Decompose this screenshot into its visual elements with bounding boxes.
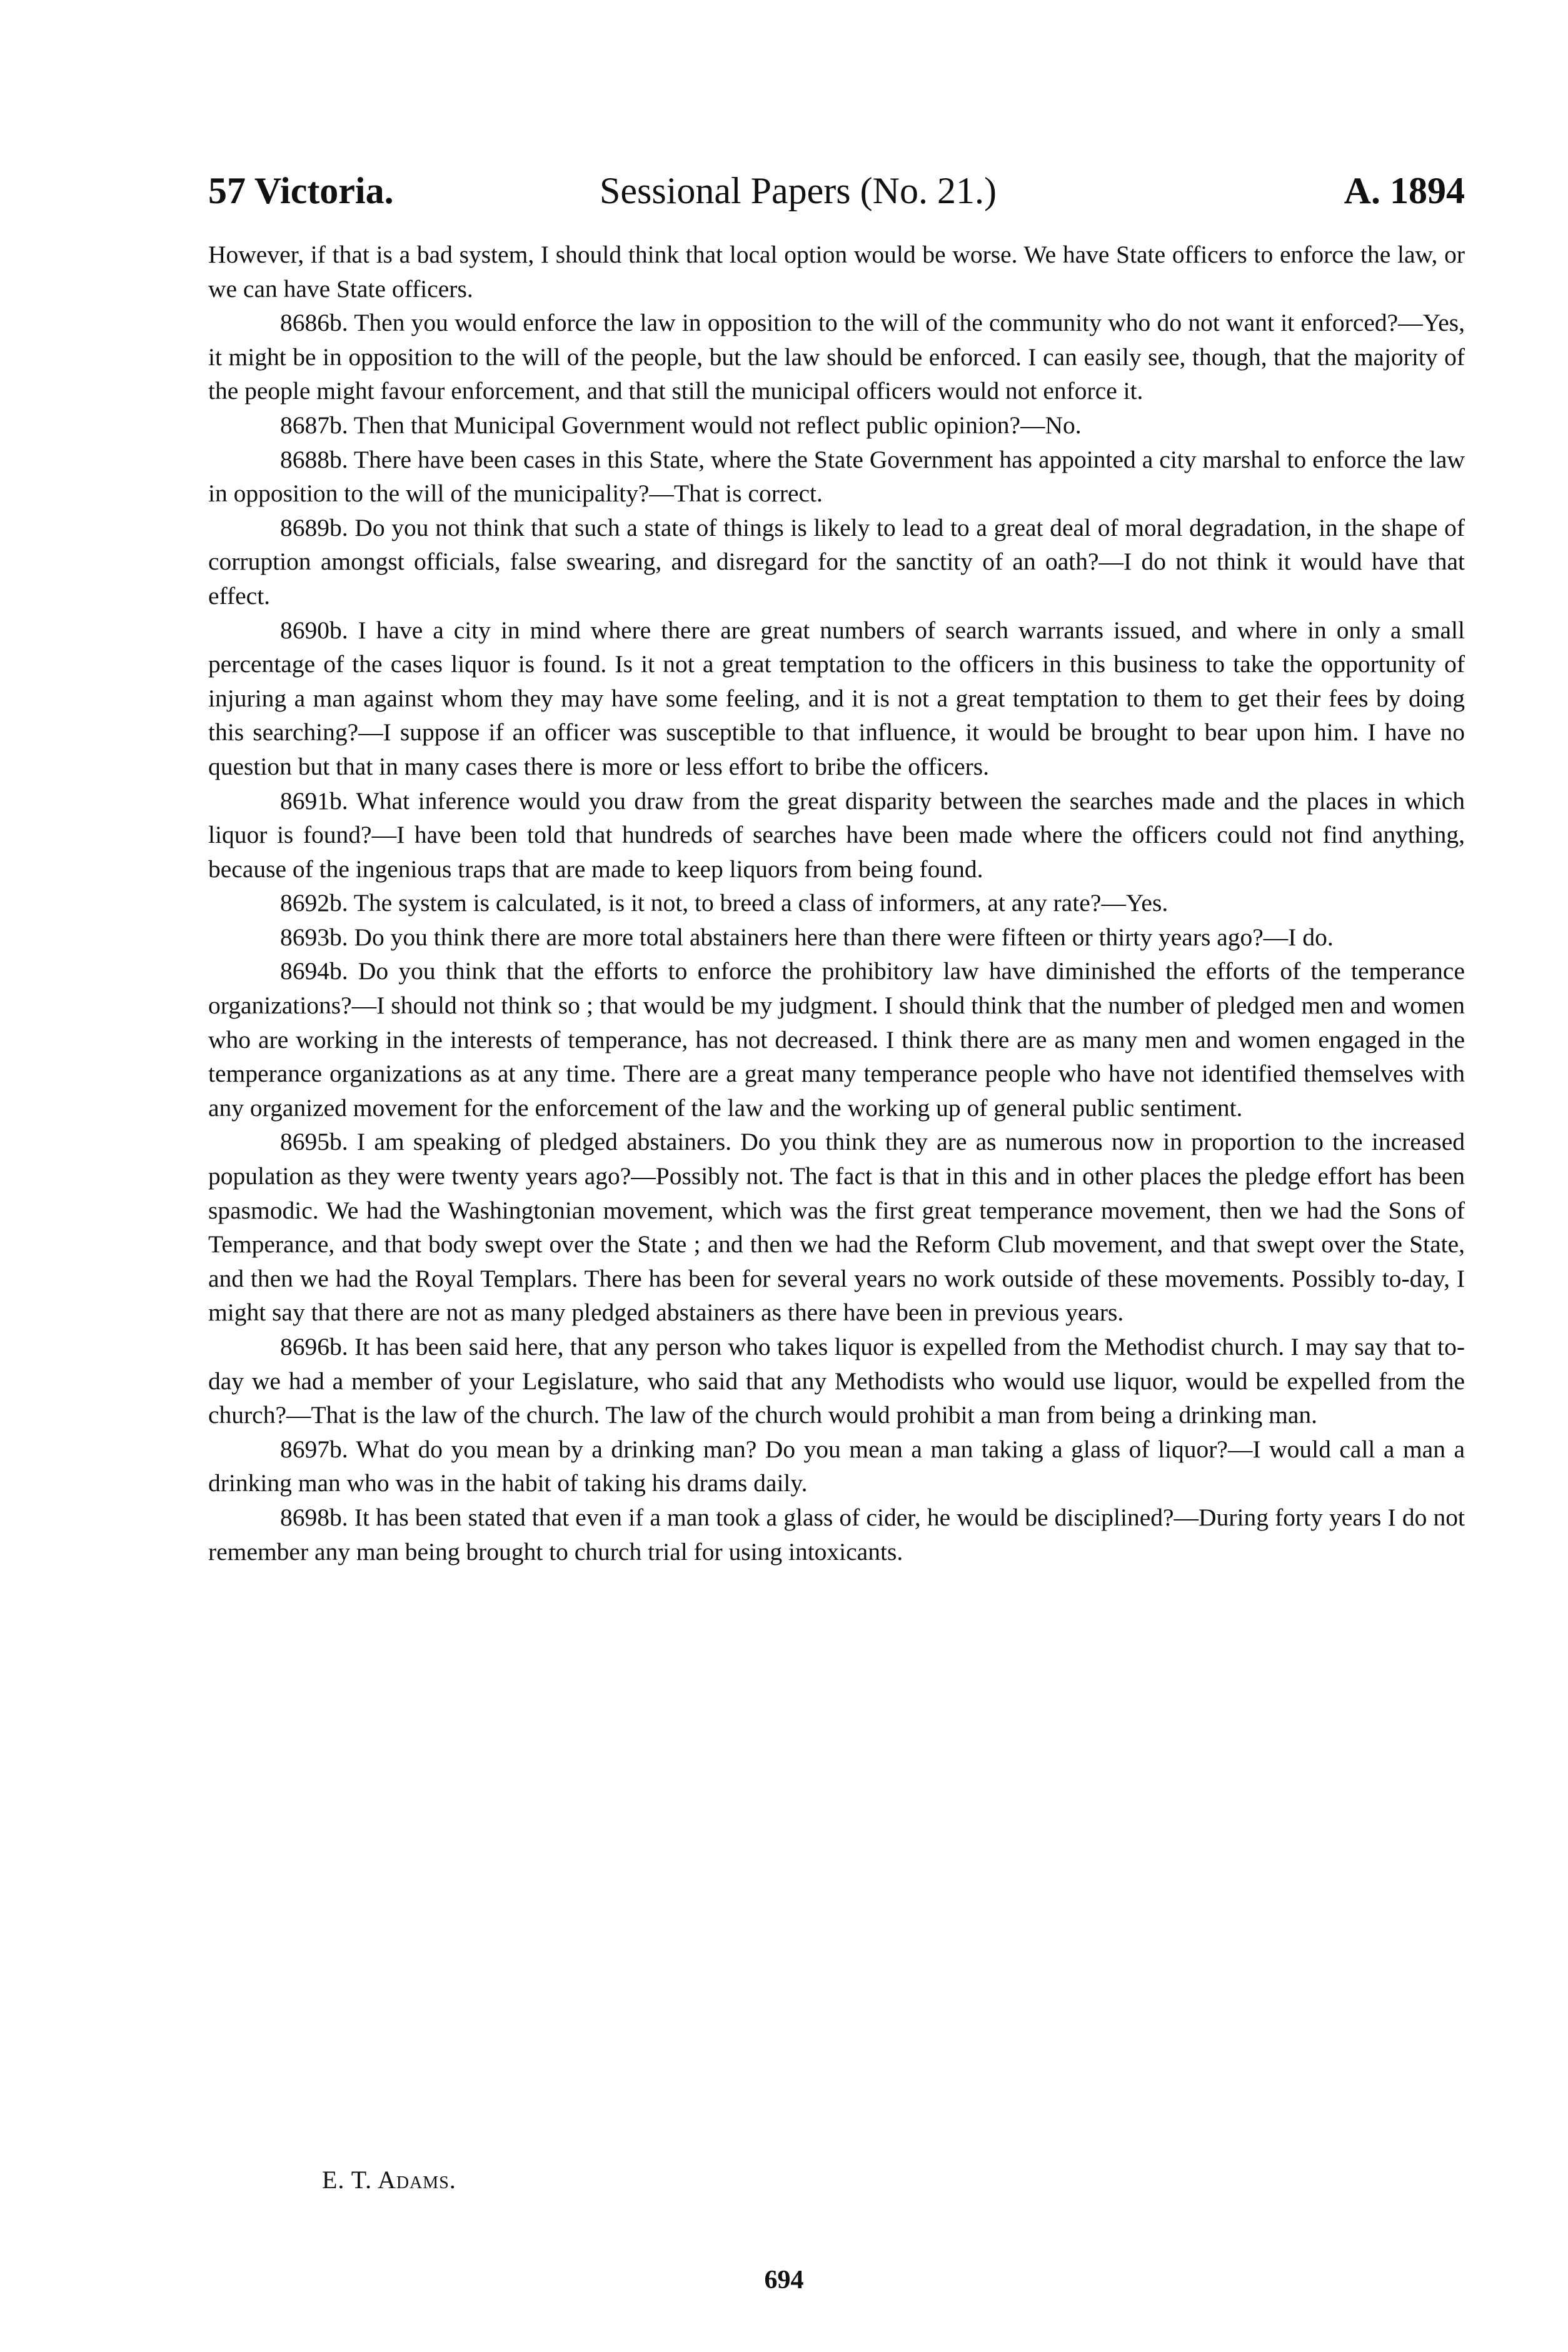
witness-signature xyxy=(322,2163,456,2197)
question-number: 8689b. xyxy=(280,513,348,541)
question-paragraph xyxy=(208,613,1465,784)
paragraph-text: Do you think there are more total abstainers here than there were fifteen or thirty years ago?—I do. xyxy=(348,923,1334,951)
paragraph-text: What do you mean by a drinking man? Do you mean a man taking a glass of liquor?—I would call a man a drinking man who was in the habit of taking his drams daily. xyxy=(208,1435,1465,1497)
paragraph-text: The system is calculated, is it not, to breed a class of informers, at any rate?—Yes. xyxy=(348,889,1168,917)
paragraph-text: Then that Municipal Government would not reflect public opinion?—No. xyxy=(348,411,1082,439)
paragraph-text: Do you not think that such a state of things is likely to lead to a great deal of moral degradation, in the shape of corruption amongst officials, false swearing, and disregard for the sanctity of an oath?—I do not think it would have that effect. xyxy=(208,513,1465,610)
question-number: 8688b. xyxy=(280,445,348,473)
question-paragraph xyxy=(208,408,1465,443)
question-number: 8690b. xyxy=(280,616,348,644)
paragraph xyxy=(208,238,1465,306)
paragraph-text: What inference would you draw from the great disparity between the searches made and the places in which liquor is found?—I have been told that hundreds of searches have been made where the officers could not find anything, because of the ingenious traps that are made to keep liquors from being found. xyxy=(208,787,1465,883)
question-number: 8697b. xyxy=(280,1435,348,1463)
question-paragraph xyxy=(208,920,1465,955)
question-paragraph xyxy=(208,1432,1465,1500)
testimony-body xyxy=(208,238,1465,1569)
question-paragraph xyxy=(208,954,1465,1125)
question-paragraph xyxy=(208,784,1465,887)
document-title: Sessional Papers (No. 21.) xyxy=(600,170,997,211)
running-header xyxy=(208,166,1465,216)
session-label: 57 Victoria. xyxy=(208,170,394,211)
question-number: 8696b. xyxy=(280,1333,348,1360)
question-paragraph xyxy=(208,1125,1465,1330)
paragraph-text: Then you would enforce the law in opposition to the will of the community who do not want it enforced?—Yes, it might be in opposition to the will of the people, but the law should be enforced. I can easily see, though, that the majority of the people might favour enforcement, and that still the municipal officers would not enforce it. xyxy=(208,309,1465,405)
question-paragraph xyxy=(208,886,1465,920)
question-number: 8686b. xyxy=(280,309,348,337)
question-number: 8694b. xyxy=(280,957,348,985)
witness-name: E. T. Adams. xyxy=(322,2166,456,2194)
paragraph-text: I am speaking of pledged abstainers. Do you think they are as numerous now in proportion to the increased population as they were twenty years ago?—Possibly not. The fact is that in this and in other places the pledge effort has been spasmodic. We had the Washingtonian movement, which was the first great temperance movement, then we had the Sons of Temperance, and that body swept over the State ; and then we had the Reform Club movement, and that swept over the State, and then we had the Royal Templars. There has been for several years no work outside of these movements. Possibly to-day, I might say that there are not as many pledged abstainers as there have been in previous years. xyxy=(208,1128,1465,1327)
question-number: 8692b. xyxy=(280,889,348,917)
paragraph-text: It has been said here, that any person who takes liquor is expelled from the Methodist church. I may say that to-day we had a member of your Legislature, who said that any Methodists who would use liquor, would be expelled from the church?—That is the law of the church. The law of the church would prohibit a man from being a drinking man. xyxy=(208,1333,1465,1429)
question-number: 8693b. xyxy=(280,923,348,951)
question-number: 8695b. xyxy=(280,1128,348,1156)
paragraph-text: However, if that is a bad system, I should think that local option would be worse. We have State officers to enforce the law, or we can have State officers. xyxy=(208,241,1465,303)
question-paragraph xyxy=(208,1500,1465,1569)
paragraph-text: It has been stated that even if a man took a glass of cider, he would be disciplined?—During forty years I do not remember any man being brought to church trial for using intoxicants. xyxy=(208,1503,1465,1565)
paragraph-text: There have been cases in this State, where the State Government has appointed a city marshal to enforce the law in opposition to the will of the municipality?—That is correct. xyxy=(208,445,1465,508)
question-paragraph xyxy=(208,306,1465,408)
question-number: 8698b. xyxy=(280,1503,348,1531)
paragraph-text: I have a city in mind where there are great numbers of search warrants issued, and where in only a small percentage of the cases liquor is found. Is it not a great temptation to the officers in this business to take the opportunity of injuring a man against whom they may have some feeling, and it is not a great temptation to them to get their fees by doing this searching?—I suppose if an officer was susceptible to that influence, it would be brought to bear upon him. I have no question but that in many cases there is more or less effort to bribe the officers. xyxy=(208,616,1465,780)
question-paragraph xyxy=(208,511,1465,613)
question-number: 8687b. xyxy=(280,411,348,439)
paragraph-text: Do you think that the efforts to enforce the prohibitory law have diminished the efforts of the temperance organizations?—I should not think so ; that would be my judgment. I should think that the number of pledged men and women who are working in the interests of temperance, has not decreased. I think there are as many men and women engaged in the temperance organizations as at any time. There are a great many temperance people who have not identified themselves with any organized movement for the enforcement of the law and the working up of general public sentiment. xyxy=(208,957,1465,1122)
question-number: 8691b. xyxy=(280,787,348,815)
year-label: A. 1894 xyxy=(1344,170,1465,211)
page-number: 694 xyxy=(764,2266,804,2294)
question-paragraph xyxy=(208,1330,1465,1432)
question-paragraph xyxy=(208,443,1465,511)
